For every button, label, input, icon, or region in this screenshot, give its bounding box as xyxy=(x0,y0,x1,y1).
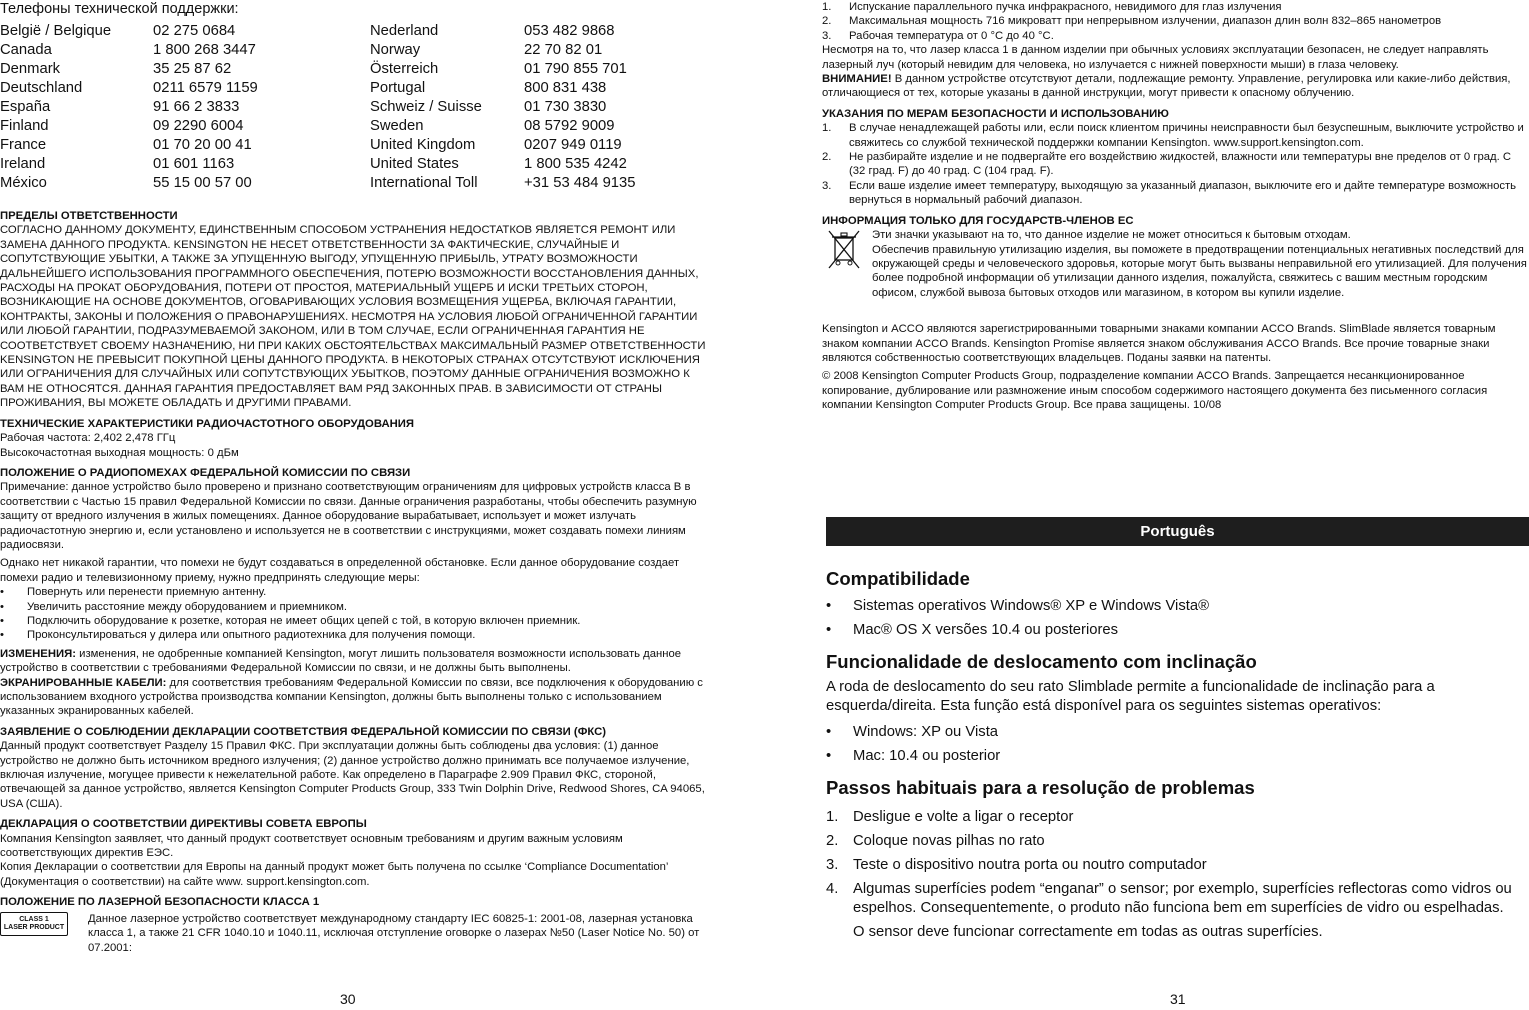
phone-country: France xyxy=(0,137,47,153)
laser-text: Данное лазерное устройство соответствует международному стандарту IEC 60825-1: 2001-08, лазерная установка класса 1, а также 21 CFR 1040.10 и 1040.11, исключая отступление оговорке о лазерах №50 (Laser Notice No. 50) от 07.2001: xyxy=(88,912,700,954)
phone-country: Denmark xyxy=(0,61,61,77)
class1-laser-icon xyxy=(0,912,68,936)
list-item-text: Увеличить расстояние между оборудованием и приемником. xyxy=(27,600,348,613)
phone-table xyxy=(0,22,712,193)
list-item-text: Подключить оборудование к розетке, которая не имеет общих цепей с той, в которую включен приемник. xyxy=(27,614,581,627)
safety-heading: УКАЗАНИЯ ПО МЕРАМ БЕЗОПАСНОСТИ И ИСПОЛЬЗОВАНИЮ xyxy=(822,107,1169,120)
list-item-text: Sistemas operativos Windows® XP e Windows Vista® xyxy=(853,598,1209,614)
list-item-text: Проконсультироваться у дилера или опытного радиотехника для получения помощи. xyxy=(27,629,476,642)
weee-bin-icon xyxy=(826,228,862,272)
page-number-left: 30 xyxy=(340,991,356,1007)
phone-number: 01 730 3830 xyxy=(524,99,607,115)
phone-country: España xyxy=(0,99,51,115)
list-item: • Подключить оборудование к розетке, которая не имеет общих цепей с той, в которую включен приемник. xyxy=(0,614,581,627)
right-page xyxy=(822,0,1529,413)
eu-info-row xyxy=(826,228,1529,300)
list-item: • Повернуть или перенести приемную антенну. xyxy=(0,586,267,599)
phone-number: 02 275 0684 xyxy=(153,23,236,39)
phone-country: Canada xyxy=(0,42,52,58)
trademarks-text: Kensington и ACCO являются зарегистрированными товарными знаками компании ACCO Brands. SlimBlade является товарным знаком компании ACCO Brands. Kensington Promise является знаком обслуживания ACCO Brands. Все прочие товарные знаки являются собственностью соответствующих владельцев. Поданы заявки на патенты. xyxy=(822,323,1496,364)
phone-number: 1 800 268 3447 xyxy=(153,42,256,58)
changes-label: ИЗМЕНЕНИЯ: xyxy=(0,647,76,660)
list-item-text: Рабочая температура от 0 °C до 40 °C. xyxy=(849,29,1054,42)
list-item: 2. Не разбирайте изделие и не подвергайте его воздействию жидкостей, влажности или температуры вне пределов от 0 град. C (32 град. F) до 40 град. C (104 град. F). xyxy=(822,150,1529,179)
phone-country: Ireland xyxy=(0,156,46,172)
laser-heading: ПОЛОЖЕНИЕ ПО ЛАЗЕРНОЙ БЕЗОПАСНОСТИ КЛАССА 1 xyxy=(0,896,320,909)
fcc-heading: ПОЛОЖЕНИЕ О РАДИОПОМЕХАХ ФЕДЕРАЛЬНОЙ КОМИССИИ ПО СВЯЗИ xyxy=(0,466,411,479)
laser-label-line: CLASS 1 xyxy=(19,915,49,923)
phone-country: Österreich xyxy=(370,61,439,77)
left-page xyxy=(0,0,712,955)
list-item: 1. Испускание параллельного пучка инфракрасного, невидимого для глаз излучения xyxy=(822,1,1282,13)
tilt-text: A roda de deslocamento do seu rato Slimblade permite a funcionalidade de inclinação para a esquerda/direita. Esta função está disponível para os seguintes sistemas operativos: xyxy=(826,679,1435,714)
list-item: 2. Максимальная мощность 716 микроватт при непрерывном излучении, диапазон длин волн 832–865 нанометров xyxy=(822,15,1442,28)
eu-info-heading: ИНФОРМАЦИЯ ТОЛЬКО ДЛЯ ГОСУДАРСТВ-ЧЛЕНОВ ЕС xyxy=(822,214,1134,227)
phone-number: 08 5792 9009 xyxy=(524,118,615,134)
list-item: 3. Если ваше изделие имеет температуру, выходящую за указанный диапазон, выключите его и дайте температуре возможность вернуться в нормальный рабочий диапазон. xyxy=(822,179,1529,208)
cables-label: ЭКРАНИРОВАННЫЕ КАБЕЛИ: xyxy=(0,676,167,689)
list-item-text: Mac® OS X versões 10.4 ou posteriores xyxy=(853,622,1119,638)
phone-number: 55 15 00 57 00 xyxy=(153,175,252,191)
changes-text: изменения, не одобренные компанией Kensington, могут лишить пользователя возможности использовать данное устройство в соответствии с требованиями Федеральной Комиссии по связи, и не должны быть выполнены. xyxy=(0,647,682,675)
list-item: • Sistemas operativos Windows® XP e Windows Vista® xyxy=(826,598,1209,614)
changes-paragraph xyxy=(0,647,712,676)
phone-number: 800 831 438 xyxy=(524,80,607,96)
rf-frequency: Рабочая частота: 2,402 2,478 ГГц xyxy=(0,432,176,445)
phone-number: 35 25 87 62 xyxy=(153,61,232,77)
phone-number: 0211 6579 1159 xyxy=(153,80,258,96)
list-item-text: Coloque novas pilhas no rato xyxy=(853,833,1045,849)
declaration-text: Данный продукт соответствует Разделу 15 Правил ФКС. При эксплуатации должны быть соблюдены два условия: (1) данное устройство не должно быть источником вредного излучения; (2) данное устройство должно принимать все получаемое излучение, включая излучение, могущее привести к нежелательной работе. Как определено в Параграфе 2.909 Правил ФКС, стороной, отвечающей за данное устройство, является Kensington Computer Products Group, 333 Twin Dolphin Drive, Redwood Shores, CA 94065, USA (США). xyxy=(0,740,705,810)
list-item-text: Повернуть или перенести приемную антенну. xyxy=(27,586,267,599)
laser-label-line: LASER PRODUCT xyxy=(3,923,65,931)
portuguese-section-bar: Português xyxy=(826,517,1529,546)
fcc-text: Однако нет никакой гарантии, что помехи не будут создаваться в определенной обстановке. Если данное оборудование создает помехи радио и телевизионному приему, нужно предпринять следующие меры: xyxy=(0,557,680,584)
phone-country: United Kingdom xyxy=(370,137,476,153)
phone-number: 01 601 1163 xyxy=(153,156,235,172)
troubleshooting-note: O sensor deve funcionar correctamente em todas as outras superfícies. xyxy=(853,924,1323,940)
phone-country: België / Belgique xyxy=(0,23,112,39)
list-item-text: Если ваше изделие имеет температуру, выходящую за указанный диапазон, выключите его и дайте температуре возможность вернуться в нормальный рабочий диапазон. xyxy=(849,179,1517,207)
phone-country: International Toll xyxy=(370,175,478,191)
list-item-text: Mac: 10.4 ou posterior xyxy=(853,748,1001,764)
eu-text: Копия Декларации о соответствии для Европы на данный продукт может быть получена по ссылке ‘Compliance Documentation’ (Документация о соответствии) на сайте www. support.kensington.com. xyxy=(0,861,668,888)
liability-text: СОГЛАСНО ДАННОМУ ДОКУМЕНТУ, ЕДИНСТВЕННЫМ СПОСОБОМ УСТРАНЕНИЯ НЕДОСТАТКОВ ЯВЛЯЕТСЯ РЕМОНТ ИЛИ ЗАМЕНА ДАННОГО ПРОДУКТА. KENSINGTON НЕ НЕСЕТ ОТВЕТСТВЕННОСТИ ЗА ФАКТИЧЕСКИЕ, СЛУЧАЙНЫЕ И СОПУТСТВУЮЩИЕ УБЫТКИ, А ТАКЖЕ ЗА УПУЩЕННУЮ ВЫГОДУ, УПУЩЕННУЮ ПРИБЫЛЬ, УТРАТУ ВОЗМОЖНОСТИ ДАЛЬНЕЙШЕГО ИСПОЛЬЗОВАНИЯ ПРОГРАММНОГО ОБЕСПЕЧЕНИЯ, ПОТЕРЮ ВОЗМОЖНОСТИ ВОССТАНОВЛЕНИЯ ДАННЫХ, РАСХОДЫ НА ПРОКАТ ОБОРУДОВАНИЯ, ПОТЕРИ ОТ ПРОСТОЯ, МАТЕРИАЛЬНЫЙ УЩЕРБ И ИСКИ ТРЕТЬИХ СТОРОН, ВОЗНИКАЮЩИЕ НА ОСНОВЕ ДОКУМЕНТОВ, ОГОВАРИВАЮЩИХ УСЛОВИЯ ВОЗМЕЩЕНИЯ УЩЕРБА, ВКЛЮЧАЯ ГАРАНТИИ, КОНТРАКТЫ, ЗАКОНЫ И ПОЛОЖЕНИЯ О ПРАВОНАРУШЕНИЯХ. НЕСМОТРЯ НА УСЛОВИЯ ЛЮБОЙ ОГРАНИЧЕННОЙ ГАРАНТИИ ИЛИ ЛЮБОЙ ГАРАНТИИ, ПОДРАЗУМЕВАЕМОЙ ЗАКОНОМ, ИЛИ В ТОМ СЛУЧАЕ, ЕСЛИ ОГРАНИЧЕННАЯ ГАРАНТИЯ НЕ СООТВЕТСТВУЕТ СВОЕМУ НАЗНАЧЕНИЮ, НИ ПРИ КАКИХ ОБСТОЯТЕЛЬСТВАХ МАКСИМАЛЬНЫЙ РАЗМЕР ОТВЕТСТВЕННОСТИ KENSINGTON НЕ ПРЕВЫСИТ ПОКУПНОЙ ЦЕНЫ ДАННОГО ПРОДУКТА. В НЕКОТОРЫХ СТРАНАХ ОТСУТСТВУЮТ ИСКЛЮЧЕНИЯ ИЛИ ОГРАНИЧЕНИЯ ДЛЯ СЛУЧАЙНЫХ ИЛИ СОПУТСТВУЮЩИХ УБЫТКОВ, ПОЭТОМУ ДАННЫЕ ОГРАНИЧЕНИЯ ВОЗМОЖНО К ВАМ НЕ ОТНОСЯТСЯ. ДАННАЯ ГАРАНТИЯ ПРЕДОСТАВЛЯЕТ ВАМ РЯД ЗАКОННЫХ ПРАВ. В ЗАВИСИМОСТИ ОТ СТРАНЫ ПРОЖИВАНИЯ, ВЫ МОЖЕТЕ ОБЛАДАТЬ И ДРУГИМИ ПРАВАМИ. xyxy=(0,224,706,410)
rf-heading: ТЕХНИЧЕСКИЕ ХАРАКТЕРИСТИКИ РАДИОЧАСТОТНОГО ОБОРУДОВАНИЯ xyxy=(0,417,414,430)
list-item: 4. Algumas superfícies podem “enganar” o sensor; por exemplo, superfícies reflectoras como vidros ou espelhos. Consequentemente, o produto não funciona bem em superfícies de vidro ou espelhadas. xyxy=(826,880,1526,918)
warning-text: В данном устройстве отсутствуют детали, подлежащие ремонту. Управление, регулировка или какие-либо действия, отличающиеся от тех, которые указаны в данной инструкции, могут привести к опасному облучению. xyxy=(822,73,1511,100)
list-item-text: Не разбирайте изделие и не подвергайте его воздействию жидкостей, влажности или температуры вне пределов от 0 град. C (32 град. F) до 40 град. C (104 град. F). xyxy=(849,151,1512,178)
copyright-text: © 2008 Kensington Computer Products Group, подразделение компании ACCO Brands. Запрещается несанкционированное копирование, дублирование или размножение иным способом содержимого настоящего документа без письменного согласия компании Kensington Computer Products Group. Все права защищены. 10/08 xyxy=(822,370,1488,412)
list-item-text: Teste o dispositivo noutra porta ou noutro computador xyxy=(853,857,1207,873)
declaration-heading: ЗАЯВЛЕНИЕ О СОБЛЮДЕНИИ ДЕКЛАРАЦИИ СООТВЕТСТВИЯ ФЕДЕРАЛЬНОЙ КОМИССИИ ПО СВЯЗИ (ФКС) xyxy=(0,725,606,738)
troubleshooting-heading: Passos habituais para a resolução de problemas xyxy=(826,777,1255,798)
list-item: • Проконсультироваться у дилера или опытного радиотехника для получения помощи. xyxy=(0,629,476,642)
laser-row xyxy=(0,912,712,955)
list-item-text: Algumas superfícies podem “enganar” o sensor; por exemplo, superfícies reflectoras como vidros ou espelhos. Consequentemente, o produto não funciona bem em superfícies de vidro ou espelhadas. xyxy=(853,881,1512,916)
phone-number: 0207 949 0119 xyxy=(524,137,622,153)
phone-country: Finland xyxy=(0,118,49,134)
eu-info-text: Эти значки указывают на то, что данное изделие не может относиться к бытовым отходам. xyxy=(872,229,1351,242)
tilt-heading: Funcionalidade de deslocamento com inclinação xyxy=(826,651,1257,672)
laser-note: Несмотря на то, что лазер класса 1 в данном изделии при обычных условиях эксплуатации безопасен, не следует направлять лазерный луч (который невидим для человека, но излучается с нижней поверхности мыши) в глаза человеку. xyxy=(822,44,1489,71)
list-item: • Windows: XP ou Vista xyxy=(826,724,999,740)
list-item: 2. Coloque novas pilhas no rato xyxy=(826,833,1045,849)
list-item: 1. В случае ненадлежащей работы или, если поиск клиентом причины неисправности был безуспешным, выключите устройство и свяжитесь со службой технической поддержки компании Kensington. www.support.kensington.com. xyxy=(822,121,1529,150)
phone-number: 053 482 9868 xyxy=(524,23,615,39)
phone-country: United States xyxy=(370,156,459,172)
warning-paragraph xyxy=(822,72,1529,101)
legal-section xyxy=(0,209,712,955)
compat-heading: Compatibilidade xyxy=(826,568,970,589)
list-item-text: Windows: XP ou Vista xyxy=(853,724,999,740)
phone-country: Nederland xyxy=(370,23,439,39)
eu-text: Компания Kensington заявляет, что данный продукт соответствует основным требованиям и другим важным условиям соответствующих директив ЕЭС. xyxy=(0,832,623,860)
eu-info-text: Обеспечив правильную утилизацию изделия, вы поможете в предотвращении потенциальных негативных последствий для окружающей среды и человеческого здоровья, которые могут быть вызваны неправильной его утилизацией. Для получения более подробной информации об утилизации данного изделия, пожалуйста, свяжитесь с вашим местным городским офисом, службой вывоза бытовых отходов или магазином, в котором вы купили изделие. xyxy=(872,243,1527,299)
list-item: • Mac: 10.4 ou posterior xyxy=(826,748,1001,764)
eu-heading: ДЕКЛАРАЦИЯ О СООТВЕТСТВИИ ДИРЕКТИВЫ СОВЕТА ЕВРОПЫ xyxy=(0,818,367,831)
phone-number: 1 800 535 4242 xyxy=(524,156,627,172)
cables-paragraph xyxy=(0,676,712,719)
list-item: • Увеличить расстояние между оборудованием и приемником. xyxy=(0,600,348,613)
list-item: • Mac® OS X versões 10.4 ou posteriores xyxy=(826,622,1119,638)
cables-text: для соответствия требованиям Федеральной Комиссии по связи, все подключения к оборудованию с использованием входного устройства производства компании Kensington, должны быть выполнены только с использованием указанных экранированных кабелей. xyxy=(0,676,703,718)
page-number-right: 31 xyxy=(1170,991,1186,1007)
fcc-text: Примечание: данное устройство было проверено и признано соответствующим ограничениям для цифровых устройств класса B в соответствии с Частью 15 правил Федеральной Комиссии по связи. Данные ограничения разработаны, чтобы обеспечить разумную защиту от вредного излучения в жилых помещениях. Данное оборудование вырабатывает, использует и может излучать радиочастотную энергию и, если установлено и используется не в соответствии с инструкциями, может создавать помехи линиям радиосвязи. xyxy=(0,481,697,551)
phone-number: 91 66 2 3833 xyxy=(153,99,240,115)
list-item-text: Испускание параллельного пучка инфракрасного, невидимого для глаз излучения xyxy=(849,1,1282,13)
phone-country: Portugal xyxy=(370,80,426,96)
phone-country: Norway xyxy=(370,42,421,58)
list-item: 3. Teste o dispositivo noutra porta ou noutro computador xyxy=(826,857,1207,873)
warning-label: ВНИМАНИЕ! xyxy=(822,73,892,86)
list-item-text: Максимальная мощность 716 микроватт при непрерывном излучении, диапазон длин волн 832–865 нанометров xyxy=(849,15,1442,28)
list-item: 1. Desligue e volte a ligar o receptor xyxy=(826,809,1074,825)
phone-number: 22 70 82 01 xyxy=(524,42,603,58)
list-item-text: Desligue e volte a ligar o receptor xyxy=(853,809,1074,825)
liability-heading: ПРЕДЕЛЫ ОТВЕТСТВЕННОСТИ xyxy=(0,210,178,222)
list-item-text: В случае ненадлежащей работы или, если поиск клиентом причины неисправности был безуспешным, выключите устройство и свяжитесь со службой технической поддержки компании Kensington. www.support.kensington.com. xyxy=(849,122,1524,149)
portuguese-section xyxy=(826,567,1526,942)
rf-power: Высокочастотная выходная мощность: 0 дБм xyxy=(0,446,239,459)
list-item: 3. Рабочая температура от 0 °C до 40 °C. xyxy=(822,29,1054,42)
phone-number: 01 790 855 701 xyxy=(524,61,627,77)
phone-country: Sweden xyxy=(370,118,424,134)
phone-country: Schweiz / Suisse xyxy=(370,99,482,115)
phone-number: +31 53 484 9135 xyxy=(524,175,636,191)
phone-country: México xyxy=(0,175,47,191)
phone-country: Deutschland xyxy=(0,80,83,96)
phone-title: Телефоны технической поддержки: xyxy=(0,1,239,17)
phone-number: 01 70 20 00 41 xyxy=(153,137,252,153)
phone-number: 09 2290 6004 xyxy=(153,118,244,134)
